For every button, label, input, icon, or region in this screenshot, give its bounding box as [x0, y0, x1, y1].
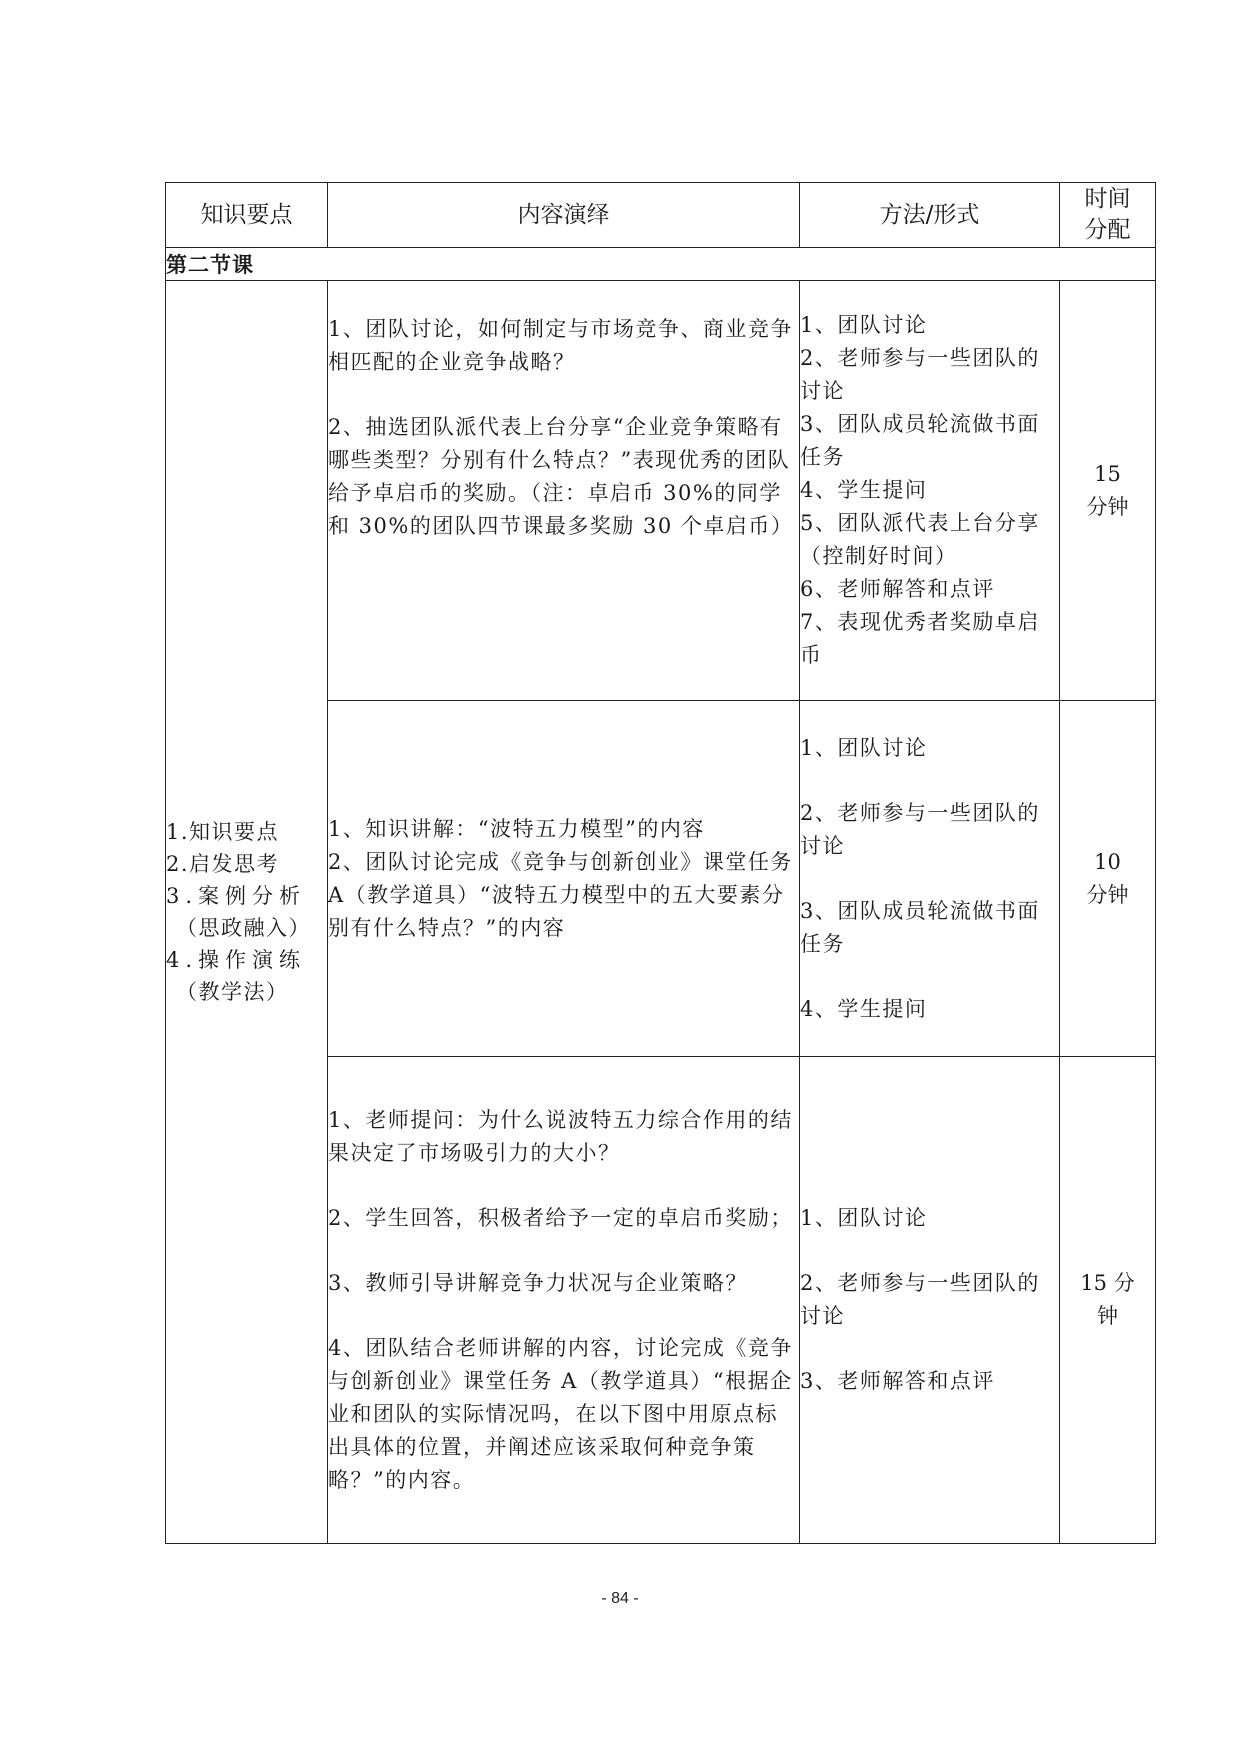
header-time-line1: 时间 [1084, 186, 1131, 212]
time-value: 15 [1094, 461, 1121, 486]
knowledge-point: 4.操作演练 [166, 948, 307, 972]
method-item: 3、团队成员轮流做书面任务 [800, 412, 1040, 469]
page-number: - 84 - [601, 1590, 639, 1607]
content-cell [328, 1057, 800, 1544]
time-cell [1060, 1057, 1156, 1544]
header-method: 方法/形式 [800, 183, 1060, 248]
header-time-line2: 分配 [1084, 217, 1131, 243]
knowledge-point: （思政融入） [176, 916, 311, 940]
method-item: 5、团队派代表上台分享（控制好时间） [800, 511, 1040, 568]
time-cell [1060, 281, 1156, 701]
lesson-plan-table [165, 182, 1156, 1544]
content-paragraph: 2、抽选团队派代表上台分享“企业竞争策略有哪些类型？分别有什么特点？”表现优秀的团队给予卓启币的奖励。（注：卓启币 30%的同学和 30%的团队四节课最多奖励 30 个卓启币） [328, 415, 794, 538]
method-item: 2、老师参与一些团队的讨论 [800, 346, 1040, 403]
content-paragraph: 1、老师提问：为什么说波特五力综合作用的结果决定了市场吸引力的大小？ [328, 1107, 793, 1165]
time-cell [1060, 701, 1156, 1057]
time-value: 10 [1094, 849, 1121, 874]
section-row [166, 248, 1156, 281]
time-unit: 钟 [1097, 1304, 1118, 1328]
method-item: 6、老师解答和点评 [800, 577, 995, 601]
content-cell [328, 281, 800, 701]
content-paragraph: 1、团队讨论，如何制定与市场竞争、商业竞争相匹配的企业竞争战略？ [328, 317, 793, 374]
method-item: 3、老师解答和点评 [800, 1369, 995, 1393]
knowledge-point: 2.启发思考 [166, 852, 280, 876]
method-item: 2、老师参与一些团队的讨论 [800, 800, 1040, 858]
content-paragraph: 3、教师引导讲解竞争力状况与企业策略？ [328, 1270, 748, 1295]
time-value: 15 分 [1080, 1271, 1135, 1295]
method-cell [800, 1057, 1060, 1544]
method-item: 1、团队讨论 [800, 735, 928, 760]
header-time [1060, 183, 1156, 248]
header-knowledge-points: 知识要点 [166, 183, 328, 248]
method-item: 7、表现优秀者奖励卓启币 [800, 610, 1040, 667]
knowledge-points-cell [166, 281, 328, 1544]
content-cell [328, 701, 800, 1057]
content-paragraph: 1、知识讲解：“波特五力模型”的内容 [328, 816, 705, 841]
method-item: 1、团队讨论 [800, 313, 928, 337]
header-row [166, 183, 1156, 248]
method-cell [800, 281, 1060, 701]
knowledge-point: 1.知识要点 [166, 820, 280, 844]
content-paragraph: 4、团队结合老师讲解的内容，讨论完成《竞争与创新创业》课堂任务 A（教学道具）“根据企业和团队的实际情况吗，在以下图中用原点标出具体的位置，并阐述应该采取何种竞争策略？”的内容。 [328, 1335, 793, 1492]
method-item: 1、团队讨论 [800, 1206, 928, 1230]
method-cell [800, 701, 1060, 1057]
method-item: 4、学生提问 [800, 996, 928, 1021]
time-unit: 分钟 [1086, 882, 1129, 907]
method-item: 3、团队成员轮流做书面任务 [800, 898, 1040, 956]
content-paragraph: 2、团队讨论完成《竞争与创新创业》课堂任务 A（教学道具）“波特五力模型中的五大要素分别有什么特点？”的内容 [328, 849, 793, 940]
method-item: 4、学生提问 [800, 478, 928, 502]
time-unit: 分钟 [1086, 494, 1129, 519]
content-paragraph: 2、学生回答，积极者给予一定的卓启币奖励； [328, 1205, 793, 1230]
table-row [166, 281, 1156, 701]
method-item: 2、老师参与一些团队的讨论 [800, 1271, 1040, 1328]
section-title: 第二节课 [166, 248, 1156, 281]
header-content: 内容演绎 [328, 183, 800, 248]
knowledge-point: （教学法） [176, 980, 289, 1004]
knowledge-point: 3.案例分析 [166, 884, 307, 908]
